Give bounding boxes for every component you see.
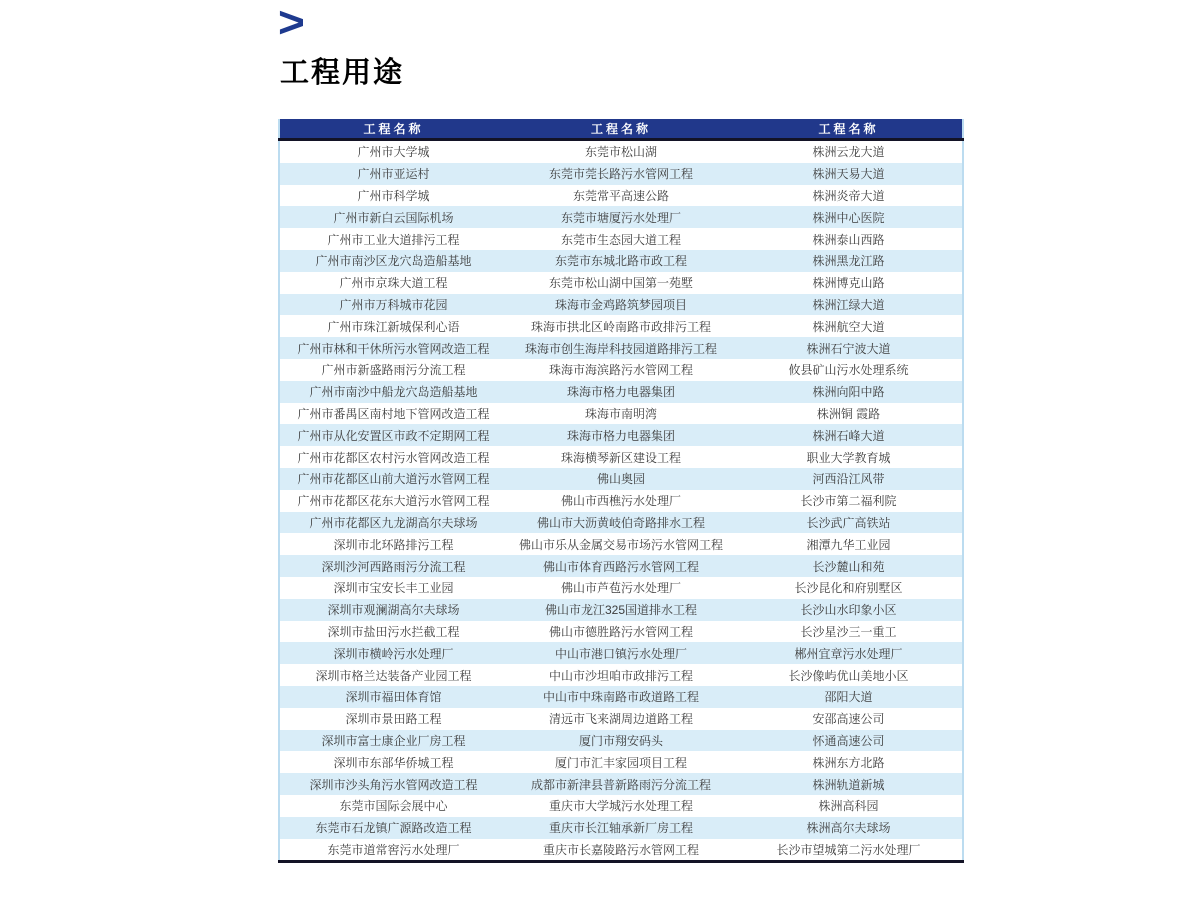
project-name-cell: 东莞市松山湖中国第一苑墅 bbox=[507, 272, 735, 294]
project-name-cell: 深圳沙河西路雨污分流工程 bbox=[279, 555, 507, 577]
project-name-cell: 长沙昆化和府别墅区 bbox=[735, 577, 963, 599]
project-name-cell: 株洲高科园 bbox=[735, 795, 963, 817]
project-name-cell: 株洲黑龙江路 bbox=[735, 250, 963, 272]
chevron-right-icon: > bbox=[278, 0, 305, 47]
project-name-cell: 株洲炎帝大道 bbox=[735, 185, 963, 207]
project-name-cell: 东莞市生态园大道工程 bbox=[507, 228, 735, 250]
project-name-cell: 安邵高速公司 bbox=[735, 708, 963, 730]
project-name-cell: 广州市从化安置区市政不定期网工程 bbox=[279, 424, 507, 446]
table-row bbox=[279, 839, 963, 862]
project-name-cell: 珠海市南明湾 bbox=[507, 403, 735, 425]
project-name-cell: 广州市林和干休所污水管网改造工程 bbox=[279, 337, 507, 359]
project-name-cell: 东莞市道常窖污水处理厂 bbox=[279, 839, 507, 862]
table-row bbox=[279, 359, 963, 381]
project-name-cell: 佛山市龙江325国道排水工程 bbox=[507, 599, 735, 621]
project-name-cell: 清远市飞来湖周边道路工程 bbox=[507, 708, 735, 730]
project-name-cell: 广州市工业大道排污工程 bbox=[279, 228, 507, 250]
project-name-cell: 河西沿江风带 bbox=[735, 468, 963, 490]
project-name-cell: 广州市亚运村 bbox=[279, 163, 507, 185]
project-name-cell: 东莞市塘厦污水处理厂 bbox=[507, 206, 735, 228]
project-name-cell: 佛山市西樵污水处理厂 bbox=[507, 490, 735, 512]
project-name-cell: 深圳市北环路排污工程 bbox=[279, 533, 507, 555]
table-row bbox=[279, 163, 963, 185]
column-header-project-name-3: 工程名称 bbox=[735, 119, 963, 140]
project-name-cell: 珠海市金鸡路筑梦园项目 bbox=[507, 294, 735, 316]
project-name-cell: 深圳市富士康企业厂房工程 bbox=[279, 730, 507, 752]
table-row bbox=[279, 642, 963, 664]
project-name-cell: 株洲石峰大道 bbox=[735, 424, 963, 446]
project-name-cell: 郴州宜章污水处理厂 bbox=[735, 642, 963, 664]
table-row bbox=[279, 140, 963, 163]
project-name-cell: 东莞市东城北路市政工程 bbox=[507, 250, 735, 272]
project-name-cell: 东莞市莞长路污水管网工程 bbox=[507, 163, 735, 185]
project-name-cell: 广州市新白云国际机场 bbox=[279, 206, 507, 228]
project-name-cell: 株洲高尔夫球场 bbox=[735, 817, 963, 839]
page-header bbox=[278, 0, 404, 91]
table-row bbox=[279, 315, 963, 337]
table-row bbox=[279, 751, 963, 773]
table-row bbox=[279, 403, 963, 425]
table-row bbox=[279, 773, 963, 795]
project-name-cell: 长沙麓山和苑 bbox=[735, 555, 963, 577]
project-name-cell: 广州市南沙中船龙穴岛造船基地 bbox=[279, 381, 507, 403]
project-name-cell: 长沙山水印象小区 bbox=[735, 599, 963, 621]
project-name-cell: 深圳市横岭污水处理厂 bbox=[279, 642, 507, 664]
project-name-cell: 株洲东方北路 bbox=[735, 751, 963, 773]
project-name-cell: 怀通高速公司 bbox=[735, 730, 963, 752]
project-name-cell: 佛山市乐从金属交易市场污水管网工程 bbox=[507, 533, 735, 555]
project-name-cell: 深圳市福田体育馆 bbox=[279, 686, 507, 708]
project-name-cell: 广州市万科城市花园 bbox=[279, 294, 507, 316]
project-name-cell: 攸县矿山污水处理系统 bbox=[735, 359, 963, 381]
project-name-cell: 职业大学教育城 bbox=[735, 446, 963, 468]
table-row bbox=[279, 228, 963, 250]
table-row bbox=[279, 708, 963, 730]
project-name-cell: 广州市花都区九龙湖高尔夫球场 bbox=[279, 512, 507, 534]
project-name-cell: 广州市新盛路雨污分流工程 bbox=[279, 359, 507, 381]
project-name-cell: 珠海横琴新区建设工程 bbox=[507, 446, 735, 468]
column-header-project-name-2: 工程名称 bbox=[507, 119, 735, 140]
project-name-cell: 佛山市德胜路污水管网工程 bbox=[507, 621, 735, 643]
table-row bbox=[279, 533, 963, 555]
project-name-cell: 湘潭九华工业园 bbox=[735, 533, 963, 555]
project-name-cell: 邵阳大道 bbox=[735, 686, 963, 708]
project-name-cell: 深圳市观澜湖高尔夫球场 bbox=[279, 599, 507, 621]
project-name-cell: 成都市新津县普新路雨污分流工程 bbox=[507, 773, 735, 795]
table-row bbox=[279, 621, 963, 643]
project-name-cell: 广州市花都区山前大道污水管网工程 bbox=[279, 468, 507, 490]
project-name-cell: 长沙市第二福利院 bbox=[735, 490, 963, 512]
project-name-cell: 厦门市翔安码头 bbox=[507, 730, 735, 752]
project-name-cell: 重庆市长江轴承新厂房工程 bbox=[507, 817, 735, 839]
project-name-cell: 珠海市创生海岸科技园道路排污工程 bbox=[507, 337, 735, 359]
project-name-cell: 株洲轨道新城 bbox=[735, 773, 963, 795]
project-name-cell: 株洲天易大道 bbox=[735, 163, 963, 185]
project-name-cell: 深圳市景田路工程 bbox=[279, 708, 507, 730]
table-row bbox=[279, 337, 963, 359]
table-row bbox=[279, 446, 963, 468]
project-name-cell: 株洲石宁波大道 bbox=[735, 337, 963, 359]
project-name-cell: 广州市花都区农村污水管网改造工程 bbox=[279, 446, 507, 468]
project-name-cell: 深圳市盐田污水拦截工程 bbox=[279, 621, 507, 643]
project-name-cell: 长沙像屿优山美地小区 bbox=[735, 664, 963, 686]
table-row bbox=[279, 206, 963, 228]
project-name-cell: 中山市沙坦咱市政排污工程 bbox=[507, 664, 735, 686]
projects-table-body bbox=[279, 140, 963, 862]
project-name-cell: 广州市京珠大道工程 bbox=[279, 272, 507, 294]
project-name-cell: 株洲铜 霞路 bbox=[735, 403, 963, 425]
project-name-cell: 株洲航空大道 bbox=[735, 315, 963, 337]
table-row bbox=[279, 599, 963, 621]
project-name-cell: 长沙星沙三一重工 bbox=[735, 621, 963, 643]
project-name-cell: 株洲向阳中路 bbox=[735, 381, 963, 403]
column-header-project-name-1: 工程名称 bbox=[279, 119, 507, 140]
table-row bbox=[279, 730, 963, 752]
project-name-cell: 深圳市格兰达装备产业园工程 bbox=[279, 664, 507, 686]
table-row bbox=[279, 664, 963, 686]
project-name-cell: 佛山市芦苞污水处理厂 bbox=[507, 577, 735, 599]
table-row bbox=[279, 294, 963, 316]
table-row bbox=[279, 424, 963, 446]
table-row bbox=[279, 817, 963, 839]
table-row bbox=[279, 381, 963, 403]
project-name-cell: 株洲中心医院 bbox=[735, 206, 963, 228]
project-name-cell: 株洲云龙大道 bbox=[735, 140, 963, 163]
project-name-cell: 深圳市东部华侨城工程 bbox=[279, 751, 507, 773]
project-name-cell: 长沙市望城第二污水处理厂 bbox=[735, 839, 963, 862]
table-row bbox=[279, 577, 963, 599]
page-title: 工程用途 bbox=[280, 57, 405, 89]
project-name-cell: 中山市中珠南路市政道路工程 bbox=[507, 686, 735, 708]
project-name-cell: 珠海市拱北区岭南路市政排污工程 bbox=[507, 315, 735, 337]
table-row bbox=[279, 686, 963, 708]
project-name-cell: 珠海市海滨路污水管网工程 bbox=[507, 359, 735, 381]
project-name-cell: 东莞市松山湖 bbox=[507, 140, 735, 163]
project-name-cell: 珠海市格力电器集团 bbox=[507, 424, 735, 446]
project-name-cell: 广州市番禺区南村地下管网改造工程 bbox=[279, 403, 507, 425]
table-row bbox=[279, 512, 963, 534]
project-name-cell: 广州市珠江新城保利心语 bbox=[279, 315, 507, 337]
project-name-cell: 株洲博克山路 bbox=[735, 272, 963, 294]
table-row bbox=[279, 468, 963, 490]
project-name-cell: 广州市科学城 bbox=[279, 185, 507, 207]
table-row bbox=[279, 490, 963, 512]
table-row bbox=[279, 795, 963, 817]
project-name-cell: 重庆市长嘉陵路污水管网工程 bbox=[507, 839, 735, 862]
table-row bbox=[279, 555, 963, 577]
header-row bbox=[279, 119, 963, 140]
project-name-cell: 广州市大学城 bbox=[279, 140, 507, 163]
project-name-cell: 佛山奥园 bbox=[507, 468, 735, 490]
project-name-cell: 佛山市体育西路污水管网工程 bbox=[507, 555, 735, 577]
project-name-cell: 深圳市宝安长丰工业园 bbox=[279, 577, 507, 599]
project-name-cell: 中山市港口镇污水处理厂 bbox=[507, 642, 735, 664]
project-name-cell: 株洲泰山西路 bbox=[735, 228, 963, 250]
project-name-cell: 广州市花都区花东大道污水管网工程 bbox=[279, 490, 507, 512]
table-row bbox=[279, 185, 963, 207]
project-name-cell: 重庆市大学城污水处理工程 bbox=[507, 795, 735, 817]
project-name-cell: 广州市南沙区龙穴岛造船基地 bbox=[279, 250, 507, 272]
table-row bbox=[279, 272, 963, 294]
table-row bbox=[279, 250, 963, 272]
project-name-cell: 株洲江绿大道 bbox=[735, 294, 963, 316]
project-name-cell: 东莞市石龙镇广源路改造工程 bbox=[279, 817, 507, 839]
projects-table bbox=[278, 119, 964, 863]
project-name-cell: 珠海市格力电器集团 bbox=[507, 381, 735, 403]
project-name-cell: 东莞市国际会展中心 bbox=[279, 795, 507, 817]
project-name-cell: 厦门市汇丰家园项目工程 bbox=[507, 751, 735, 773]
projects-table-head bbox=[279, 119, 963, 140]
project-name-cell: 东莞常平高速公路 bbox=[507, 185, 735, 207]
project-name-cell: 佛山市大沥黄岐伯奇路排水工程 bbox=[507, 512, 735, 534]
project-name-cell: 深圳市沙头角污水管网改造工程 bbox=[279, 773, 507, 795]
project-name-cell: 长沙武广高铁站 bbox=[735, 512, 963, 534]
